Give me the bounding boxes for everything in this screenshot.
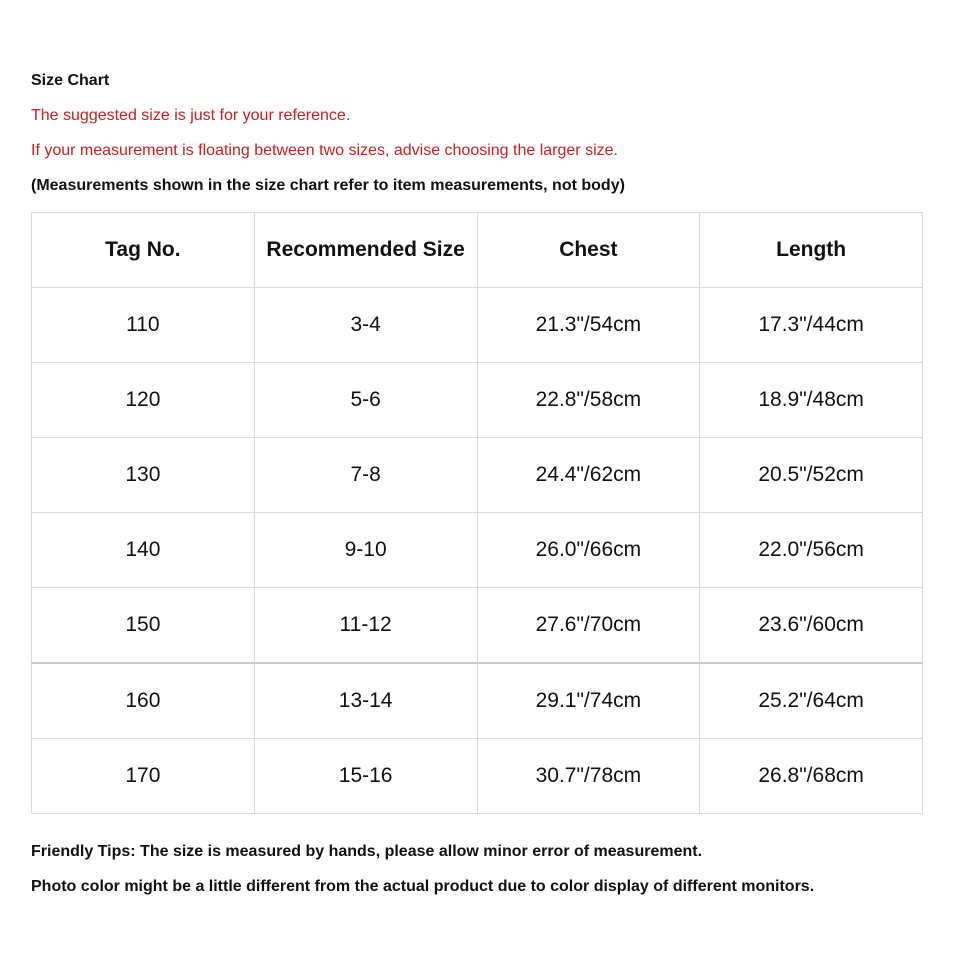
cell-length: 22.0"/56cm — [700, 513, 923, 588]
cell-length: 17.3"/44cm — [700, 288, 923, 363]
measurement-note: (Measurements shown in the size chart refer to item measurements, not body) — [31, 177, 625, 194]
cell-tag: 110 — [32, 288, 255, 363]
cell-chest: 29.1"/74cm — [477, 663, 700, 739]
cell-chest: 24.4"/62cm — [477, 438, 700, 513]
cell-recommended-size: 7-8 — [254, 438, 477, 513]
friendly-tip-color: Photo color might be a little different from the actual product due to color display of different monitors. — [31, 878, 815, 895]
table-header-row — [32, 213, 923, 288]
cell-recommended-size: 3-4 — [254, 288, 477, 363]
cell-length: 23.6"/60cm — [700, 588, 923, 664]
page-title: Size Chart — [31, 72, 110, 89]
cell-length: 18.9"/48cm — [700, 363, 923, 438]
cell-tag: 150 — [32, 588, 255, 664]
cell-tag: 160 — [32, 663, 255, 739]
cell-length: 25.2"/64cm — [700, 663, 923, 739]
cell-recommended-size: 11-12 — [254, 588, 477, 664]
cell-chest: 26.0"/66cm — [477, 513, 700, 588]
cell-tag: 120 — [32, 363, 255, 438]
cell-chest: 27.6"/70cm — [477, 588, 700, 664]
cell-tag: 170 — [32, 739, 255, 814]
table-row — [32, 663, 923, 739]
column-header-tag: Tag No. — [32, 213, 255, 288]
reference-note: The suggested size is just for your reference. — [31, 107, 351, 124]
cell-tag: 140 — [32, 513, 255, 588]
cell-chest: 21.3"/54cm — [477, 288, 700, 363]
cell-length: 20.5"/52cm — [700, 438, 923, 513]
table-row — [32, 363, 923, 438]
cell-recommended-size: 15-16 — [254, 739, 477, 814]
friendly-tip-measurement: Friendly Tips: The size is measured by hands, please allow minor error of measurement. — [31, 843, 703, 860]
cell-recommended-size: 5-6 — [254, 363, 477, 438]
cell-recommended-size: 9-10 — [254, 513, 477, 588]
cell-chest: 22.8"/58cm — [477, 363, 700, 438]
cell-recommended-size: 13-14 — [254, 663, 477, 739]
table-row — [32, 438, 923, 513]
cell-length: 26.8"/68cm — [700, 739, 923, 814]
column-header-chest: Chest — [477, 213, 700, 288]
table-row — [32, 288, 923, 363]
size-chart-table — [31, 212, 923, 814]
table-row — [32, 513, 923, 588]
table-row — [32, 739, 923, 814]
cell-chest: 30.7"/78cm — [477, 739, 700, 814]
column-header-length: Length — [700, 213, 923, 288]
sizing-advice-note: If your measurement is floating between two sizes, advise choosing the larger size. — [31, 142, 618, 159]
table-row — [32, 588, 923, 664]
column-header-recommended-size: Recommended Size — [254, 213, 477, 288]
cell-tag: 130 — [32, 438, 255, 513]
